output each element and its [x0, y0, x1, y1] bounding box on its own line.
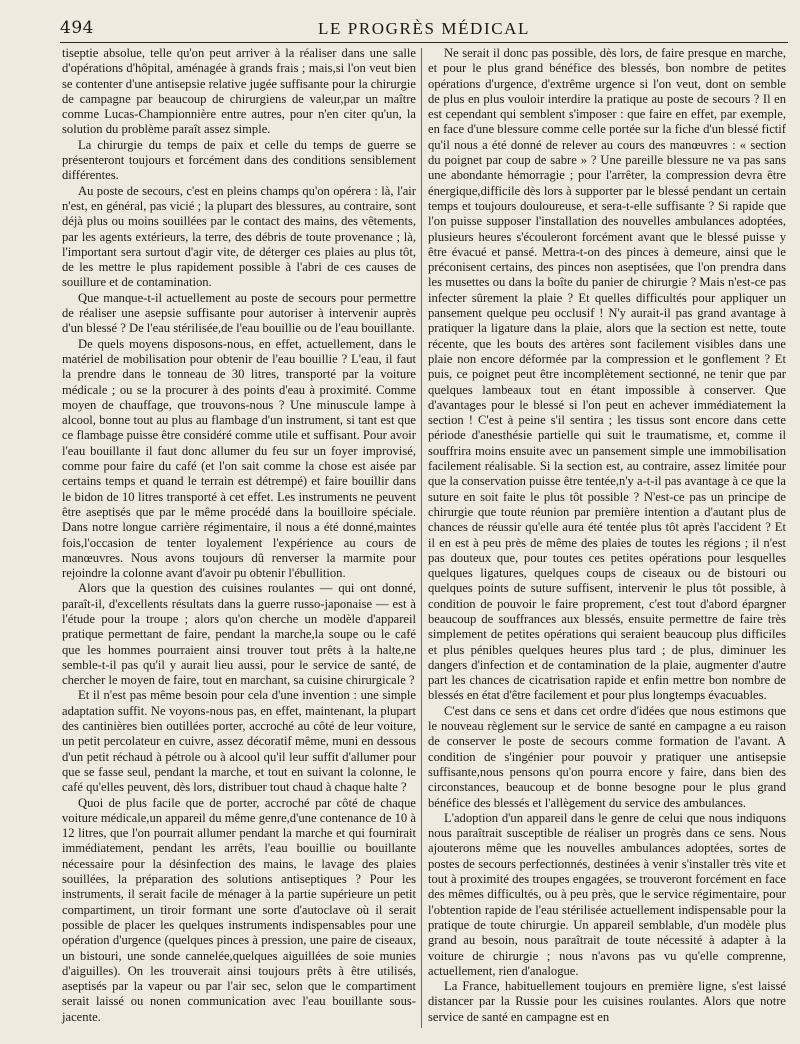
paragraph: tiseptie absolue, telle qu'on peut arriver à la réaliser dans une salle d'opérations d'hôpital, aménagée à grands frais ; mais,si l'on veut bien se contenter d'une antisepsie relative jugée suffisante pour la chirurgie de campagne par beaucoup de chirurgiens de valeur,par un maître comme Lucas-Championnière entre autres, pour n'en citer qu'un, la solution du problème paraît assez simple.: [62, 46, 416, 137]
page-header: [60, 18, 788, 43]
paragraph: De quels moyens disposons-nous, en effet, actuellement, dans le matériel de mobilisation pour obtenir de l'eau bouillie ? L'eau, il faut la prendre dans le tonneau de 30 litres, transporté par la voiture médicale ; ou se la procurer à des points d'eau à proximité. Comme moyen de chauffage, que trouvons-nous ? Une minuscule lampe à alcool, bonne tout au plus au flambage d'un instrument, si tant est que ce flambage puisse être considéré comme utile et suffisant. Pour avoir l'eau bouillante il faut donc allumer du feu sur un foyer improvisé, comme pour faire du café (et l'on sait comme la chose est aisée par certains temps et quand le terrain est détrempé) et faire bouillir dans le bidon de 10 litres transporté à cet effet. Les instruments ne peuvent être aseptisés que par le même procédé dans la bouilloire spéciale. Dans notre longue carrière régimentaire, il nous a été donné,maintes fois,l'occasion de tenter loyalement l'expérience au cours de manœuvres. Nous avons toujours dû renverser la marmite pour rejoindre la colonne avant d'avoir pu obtenir l'ébullition.: [62, 336, 416, 581]
page-number: 494: [60, 18, 94, 38]
paragraph: Alors que la question des cuisines roulantes — qui ont donné, paraît-il, d'excellents résultats dans la guerre russo-japonaise — est à l'étude pour la troupe ; alors qu'on cherche un modèle d'appareil pratique permettant de faire, pendant la marche,la soupe ou le café que les hommes pourraient ainsi trouver tout prêts à la halte,ne semble-t-il pas qu'il y aurait lieu aussi, pour le service de santé, de chercher le moyen de faire, tout en marchant, sa cuisine chirurgicale ?: [62, 581, 416, 688]
right-column: [428, 46, 786, 1025]
paragraph: Au poste de secours, c'est en pleins champs qu'on opérera : là, l'air n'est, en général, pas vicié ; la plupart des blessures, au contraire, sont déjà plus ou moins souillées par le contact des mains, des vêtements, par les agents extérieurs, la terre, des débris de toute provenance ; là, l'important sera surtout d'agir vite, de déterger ces plaies au plus tôt, de les mettre le plus rapidement possible à l'abri de ces causes de souillure et de contamination.: [62, 183, 416, 290]
paragraph: La chirurgie du temps de paix et celle du temps de guerre se présenteront toujours et forcément dans des conditions sensiblement différentes.: [62, 137, 416, 183]
running-title: LE PROGRÈS MÉDICAL: [317, 19, 531, 38]
paragraph: La France, habituellement toujours en première ligne, s'est laissé distancer par la Russie pour les cuisines roulantes. Alors que notre service de santé en campagne est en: [428, 979, 786, 1024]
paragraph: Ne serait il donc pas possible, dès lors, de faire presque en marche, et pour le plus grand bénéfice des blessés, bon nombre de petites opérations d'urgence, d'extrême urgence si l'on veut, dont on semble de plus en plus vouloir interdire la pratique au poste de secours ? Il en est cependant qui semblent s'imposer : que faire en effet, par exemple, en face d'une blessure comme celle portée sur la fiche d'un blessé fictif qu'il nous a été donné de relever au cours des manœuvres : « section du poignet par coup de sabre » ? Une pareille blessure ne va pas sans une abondante hémorragie ; pour l'arrêter, la compression devra être énergique,difficile dès lors à supporter par le blessé pendant un certain temps et toujours douloureuse, et sera-t-elle suffisante ? Si rapide que l'on puisse supposer l'installation des nouvelles ambulances adoptées, plusieurs heures s'écouleront forcément avant que le blessé puisse y être évacué et pansé. Mettra-t-on des pinces à demeure, ainsi que le préconisent certains, des pinces non aseptisées, que l'on prendra dans les musettes ou dans la boîte du panier de chirurgie ? Mais n'est-ce pas infecter sûrement la plaie ? Et quelles difficultés pour appliquer un pansement quelque peu occlusif ! N'y aurait-il pas grand avantage à pratiquer la ligature dans la plaie, alors que la section est nette, toute récente, que les bouts des artères sont facilement visibles dans une plaie non encore déformée par la compression et le gonflement ? Et puis, ce poignet peut être incomplètement sectionné, ne tenir que par quelques lambeaux tout en étant impossible à conserver. Que d'avantages pour le blessé si l'on peut en achever immédiatement la section ! C'est à peine s'il sentira ; les tissus sont encore dans cette période d'anesthésie partielle qui suit le traumatisme, et, comme il souffrira moins ensuite avec un pansement simple une immobilisation facilement réalisable. Si la section est, au contraire, assez limitée pour que la conservation puisse être tentée,n'y a-t-il pas avantage à ce que la suture en soit faite le plus tôt possible ? N'est-ce pas un principe de chirurgie que toute réunion par première intention a d'autant plus de chances de réussir qu'elle aura été tentée plus tôt après l'accident ? Et il en est à peu près de même des plaies de toutes les régions ; il n'est pas douteux que, pour toutes ces petites opérations pour lesquelles quelques ligatures, quelques coups de ciseaux ou de bistouri ou quelques points de suture suffisent, intervenir le plus tôt possible, à condition de pouvoir le faire proprement, c'est tout d'abord épargner beaucoup de souffrances aux blessés, ensuite permettre de faire très simplement de petites opérations qui seraient beaucoup plus difficiles et plus pénibles quelques heures plus tard ; de plus, diminuer les dangers d'infection et de contamination de la plaie, augmenter d'autre part les chances de cicatrisation rapide et enfin mettre bon nombre de blessés en état d'être facilement et pour plus longtemps évacuables.: [428, 46, 786, 703]
column-divider: [421, 48, 422, 1028]
paragraph: Quoi de plus facile que de porter, accroché par côté de chaque voiture médicale,un appareil du même genre,d'une contenance de 10 à 12 litres, que l'on pourrait allumer pendant la marche et qui fournirait immédiatement, pendant les arrêts, l'eau bouillie ou bouillante nécessaire pour la désinfection des mains, le lavage des plaies souillées, la préparation des solutions antiseptiques ? Pour les instruments, il serait facile de ménager à la partie supérieure un petit compartiment, un tiroir formant une sorte d'autoclave où il serait possible de placer les quelques instruments indispensables pour une opération d'urgence (quelques pinces à pression, une paire de ciseaux, un bistouri, une sonde cannelée,quelques aiguillées de soie munies d'aiguilles). On les trouverait ainsi toujours prêts à être utilisés, aseptisés par la vapeur ou par l'air sec, selon que le compartiment serait laissé ou nonen communication avec l'eau bouillante sous-jacente.: [62, 795, 416, 1024]
paragraph: C'est dans ce sens et dans cet ordre d'idées que nous estimons que le nouveau règlement sur le service de santé en campagne a eu raison de conserver le poste de secours comme formation de l'avant. A condition de s'ingénier pour pouvoir y pratiquer une antisepsie suffisante,nous pensons qu'on pourra encore y faire, dans bien des circonstances, beaucoup et de bonne besogne pour le plus grand bénéfice des blessés et l'allègement du service des ambulances.: [428, 703, 786, 810]
paragraph: Et il n'est pas même besoin pour cela d'une invention : une simple adaptation suffit. Ne voyons-nous pas, en effet, maintenant, la plupart des cantinières bien outillées porter, accroché au côté de leur voiture, un petit percolateur en cuivre, assez décoratif même, muni en dessous d'un petit réchaud à pétrole ou à alcool qu'il leur suffit d'allumer pour que se fasse seul, pendant la marche, et tout en suivant la colonne, le café qu'elles peuvent, dès lors, distribuer tout chaud à chaque halte ?: [62, 688, 416, 795]
left-column: [62, 46, 416, 1025]
paragraph: Que manque-t-il actuellement au poste de secours pour permettre de réaliser une asepsie suffisante pour autoriser à intervenir auprès d'un blessé ? De l'eau stérilisée,de l'eau bouillie ou de l'eau bouillante.: [62, 290, 416, 336]
paragraph: L'adoption d'un appareil dans le genre de celui que nous indiquons nous paraîtrait susceptible de réaliser un progrès dans ce sens. Nous ajouterons même que les nouvelles ambulances adoptées, sortes de postes de secours perfectionnés, destinées à venir s'installer très vite et tout à proximité des troupes engagées, se trouveront forcément en face des mêmes difficultés, ou à peu près, que le service régimentaire, pour l'obtention rapide de l'eau stérilisée actuellement indispensable pour la pratique de toute chirurgie. Un appareil semblable, d'un modèle plus grand au besoin, nous paraîtrait de toute nécessité à adapter à la voiture de chirurgie ; nous n'avons pas vu qu'elle comprenne, actuellement, rien d'analogue.: [428, 810, 786, 978]
